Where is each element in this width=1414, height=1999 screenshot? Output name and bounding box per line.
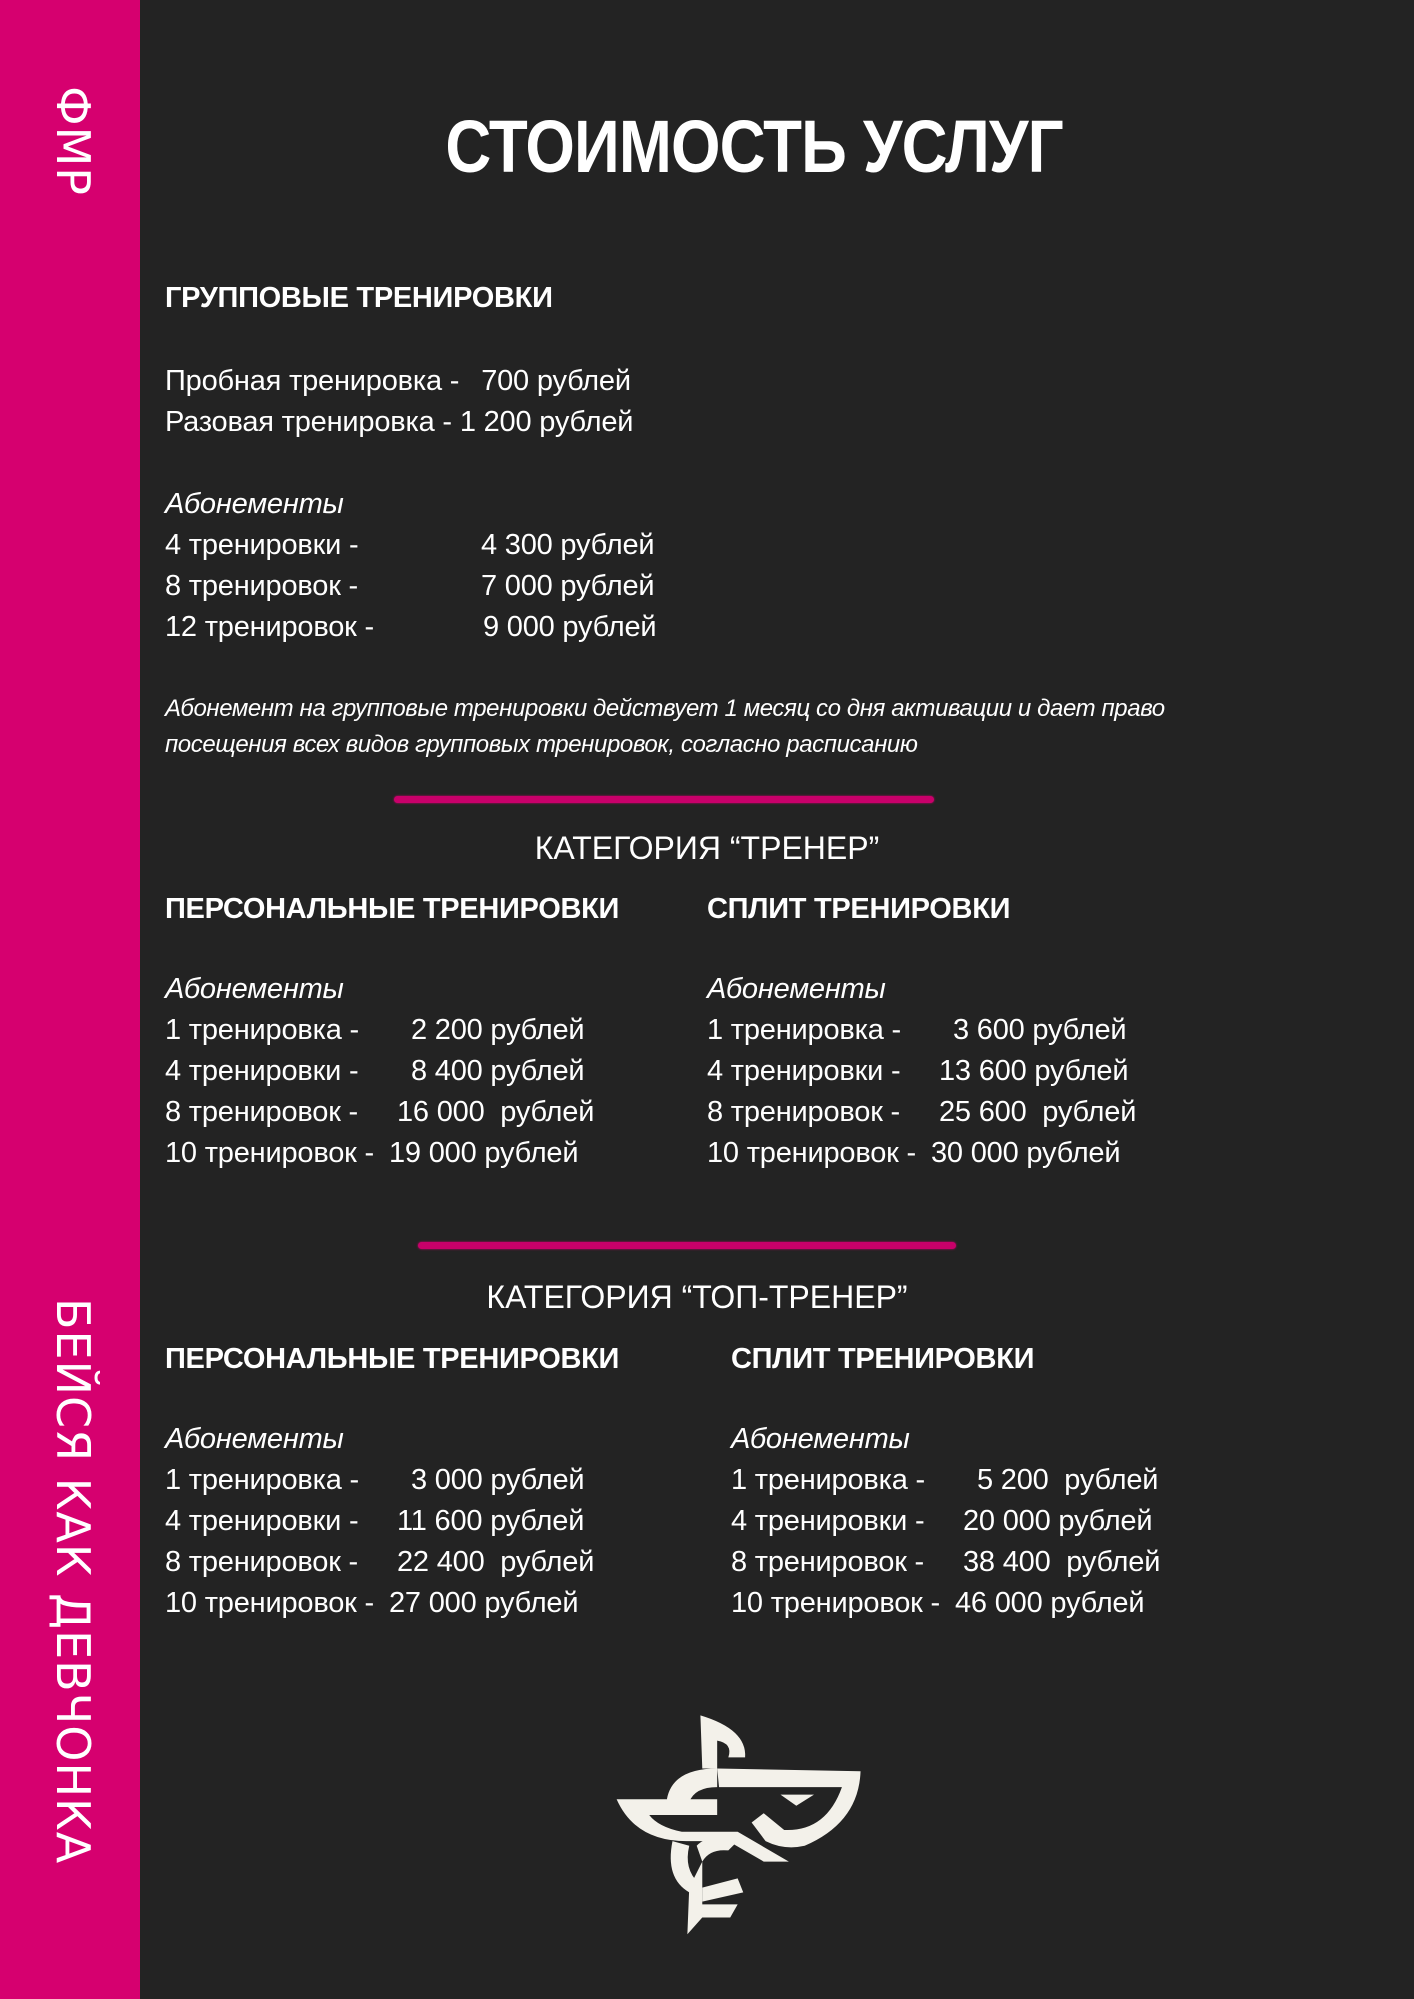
row-price: 3 000 рублей (411, 1464, 585, 1496)
row-price: 25 600 рублей (939, 1096, 1137, 1128)
row-label: 12 тренировок - (165, 611, 374, 643)
row-label: 8 тренировок - (165, 570, 359, 602)
category-top-trainer-heading: КАТЕГОРИЯ “ТОП-ТРЕНЕР” (486, 1279, 908, 1315)
row-price: 2 200 рублей (411, 1014, 585, 1046)
row-label: 4 тренировки - (165, 1055, 359, 1087)
row-label: 4 тренировки - (707, 1055, 901, 1087)
personal-heading: ПЕРСОНАЛЬНЫЕ ТРЕНИРОВКИ (165, 1343, 620, 1375)
row-price: 22 400 рублей (397, 1546, 595, 1578)
subscriptions-label: Абонементы (707, 973, 886, 1005)
shark-logo-icon (598, 1700, 868, 1945)
price-row (707, 1051, 1136, 1092)
row-label: 10 тренировок - (731, 1587, 940, 1619)
row-label: 10 тренировок - (707, 1137, 916, 1169)
row-label: Пробная тренировка - (165, 365, 460, 397)
price-row (165, 1133, 619, 1174)
subscriptions-label: Абонементы (165, 1423, 344, 1455)
row-label: 4 тренировки - (165, 1505, 359, 1537)
row-label: 4 тренировки - (731, 1505, 925, 1537)
row-price: 13 600 рублей (939, 1055, 1129, 1087)
category-trainer-heading: КАТЕГОРИЯ “ТРЕНЕР” (534, 830, 880, 866)
price-row (731, 1583, 1160, 1624)
row-label: Разовая тренировка - (165, 406, 452, 438)
price-row (165, 1542, 619, 1583)
subscriptions-label: Абонементы (165, 488, 344, 520)
row-label: 8 тренировок - (165, 1096, 359, 1128)
price-row (731, 1501, 1160, 1542)
row-price: 20 000 рублей (963, 1505, 1153, 1537)
price-row (707, 1010, 1136, 1051)
row-label: 8 тренировок - (165, 1546, 359, 1578)
row-price: 7 000 рублей (481, 570, 655, 602)
divider-stroke (418, 1242, 956, 1249)
sidebar-slogan-text: БЕЙСЯ КАК ДЕВЧОНКА (46, 1298, 100, 1865)
row-price: 30 000 рублей (931, 1137, 1121, 1169)
row-price: 27 000 рублей (389, 1587, 579, 1619)
row-label: 1 тренировка - (165, 1014, 359, 1046)
row-price: 4 300 рублей (481, 529, 655, 561)
row-price: 3 600 рублей (953, 1014, 1127, 1046)
row-label: 1 тренировка - (707, 1014, 901, 1046)
group-note-line-2: посещения всех видов групповых тренировок, согласно расписанию (165, 731, 918, 758)
group-subscriptions (165, 484, 685, 648)
personal-heading: ПЕРСОНАЛЬНЫЕ ТРЕНИРОВКИ (165, 893, 620, 925)
sidebar-band (0, 0, 140, 1999)
price-row (165, 525, 685, 566)
row-label: 1 тренировка - (731, 1464, 925, 1496)
trainer-split-block (707, 893, 1136, 1174)
group-note (165, 691, 1165, 763)
row-label: 8 тренировок - (707, 1096, 901, 1128)
price-row (707, 1133, 1136, 1174)
row-label: 8 тренировок - (731, 1546, 925, 1578)
price-row (731, 1460, 1160, 1501)
price-row (165, 1583, 619, 1624)
row-price: 16 000 рублей (397, 1096, 595, 1128)
divider-stroke (394, 796, 934, 803)
row-price: 19 000 рублей (389, 1137, 579, 1169)
price-row (165, 1010, 619, 1051)
top-trainer-split-block (731, 1343, 1160, 1624)
top-trainer-personal-block (165, 1343, 619, 1624)
price-row (707, 1092, 1136, 1133)
price-row (165, 1501, 619, 1542)
row-price: 11 600 рублей (397, 1505, 585, 1537)
price-row (165, 361, 633, 402)
price-row (165, 402, 633, 443)
price-row (165, 566, 685, 607)
split-heading: СПЛИТ ТРЕНИРОВКИ (731, 1343, 1035, 1375)
row-price: 46 000 рублей (955, 1587, 1145, 1619)
price-row (165, 1051, 619, 1092)
price-row (165, 1460, 619, 1501)
row-label: 4 тренировки - (165, 529, 359, 561)
row-price: 700 рублей (481, 365, 631, 397)
row-label: 10 тренировок - (165, 1587, 374, 1619)
row-label: 10 тренировок - (165, 1137, 374, 1169)
page-title: СТОИМОСТЬ УСЛУГ (445, 105, 1063, 188)
group-note-line-1: Абонемент на групповые тренировки действует 1 месяц со дня активации и дает право (165, 695, 1165, 722)
trainer-personal-block (165, 893, 619, 1174)
subscriptions-label: Абонементы (731, 1423, 910, 1455)
subscriptions-label: Абонементы (165, 973, 344, 1005)
row-price: 5 200 рублей (977, 1464, 1159, 1496)
sidebar-brand-text: ФМР (46, 86, 100, 197)
price-row (165, 1092, 619, 1133)
row-price: 38 400 рублей (963, 1546, 1161, 1578)
row-price: 1 200 рублей (459, 406, 634, 438)
group-heading: ГРУППОВЫЕ ТРЕНИРОВКИ (165, 282, 553, 314)
row-price: 8 400 рублей (411, 1055, 585, 1087)
row-label: 1 тренировка - (165, 1464, 359, 1496)
row-price: 9 000 рублей (483, 611, 657, 643)
split-heading: СПЛИТ ТРЕНИРОВКИ (707, 893, 1011, 925)
price-row (731, 1542, 1160, 1583)
group-single-list (165, 361, 633, 443)
price-row (165, 607, 685, 648)
